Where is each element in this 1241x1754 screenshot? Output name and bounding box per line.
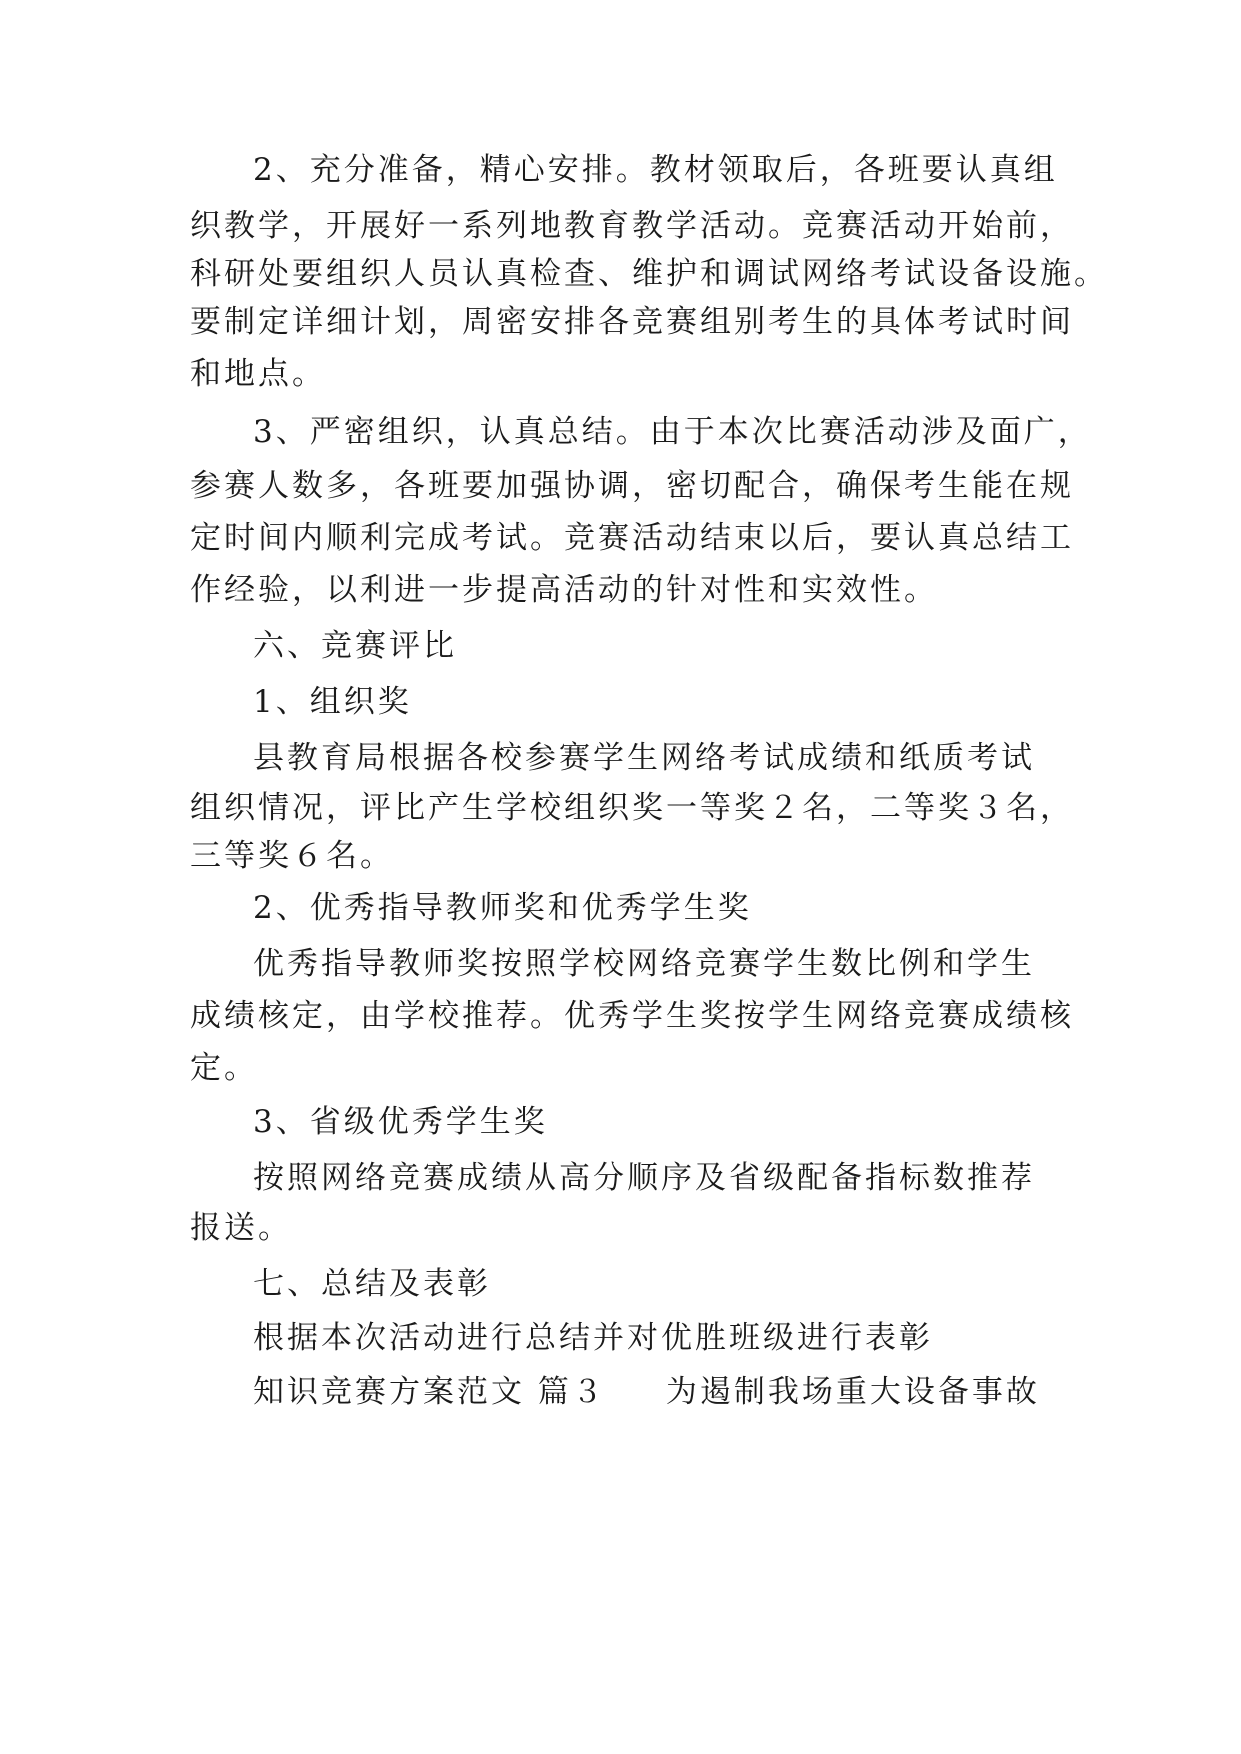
paragraph-line: 3、严密组织，认真总结。由于本次比赛活动涉及面广， [253, 414, 1092, 450]
paragraph-line: 参赛人数多，各班要加强协调，密切配合，确保考生能在规 [190, 468, 1074, 504]
paragraph-line: 按照网络竞赛成绩从高分顺序及省级配备指标数推荐 [253, 1160, 1035, 1196]
next-section-line [253, 1372, 1133, 1412]
section-heading: 六、竞赛评比 [253, 628, 457, 664]
paragraph-line: 织教学，开展好一系列地教育教学活动。竞赛活动开始前， [190, 208, 1074, 244]
paragraph-line: 作经验，以利进一步提高活动的针对性和实效性。 [190, 572, 938, 608]
paragraph-line: 优秀指导教师奖按照学校网络竞赛学生数比例和学生 [253, 946, 1035, 982]
paragraph-line: 定。 [190, 1050, 258, 1086]
paragraph-line: 2、充分准备，精心安排。教材领取后，各班要认真组 [253, 152, 1058, 188]
paragraph-line: 定时间内顺利完成考试。竞赛活动结束以后，要认真总结工 [190, 520, 1074, 556]
paragraph-line: 组织情况，评比产生学校组织奖一等奖２名，二等奖３名， [190, 790, 1074, 826]
paragraph-line: 和地点。 [190, 356, 326, 392]
section-heading: 七、总结及表彰 [253, 1266, 491, 1302]
paragraph-line: 要制定详细计划，周密安排各竞赛组别考生的具体考试时间 [190, 304, 1074, 340]
paragraph-line: 三等奖６名。 [190, 838, 394, 874]
next-section-title: 知识竞赛方案范文 篇３ [253, 1374, 606, 1410]
item-heading: 1、组织奖 [253, 684, 412, 720]
item-heading: 3、省级优秀学生奖 [253, 1104, 548, 1140]
next-section-first-text: 为遏制我场重大设备事故 [665, 1374, 1040, 1410]
paragraph-line: 县教育局根据各校参赛学生网络考试成绩和纸质考试 [253, 740, 1035, 776]
paragraph-line: 报送。 [190, 1210, 292, 1246]
paragraph-line: 科研处要组织人员认真检查、维护和调试网络考试设备设施。 [190, 256, 1108, 292]
paragraph-line: 根据本次活动进行总结并对优胜班级进行表彰 [253, 1320, 933, 1356]
item-heading: 2、优秀指导教师奖和优秀学生奖 [253, 890, 752, 926]
paragraph-line: 成绩核定，由学校推荐。优秀学生奖按学生网络竞赛成绩核 [190, 998, 1074, 1034]
